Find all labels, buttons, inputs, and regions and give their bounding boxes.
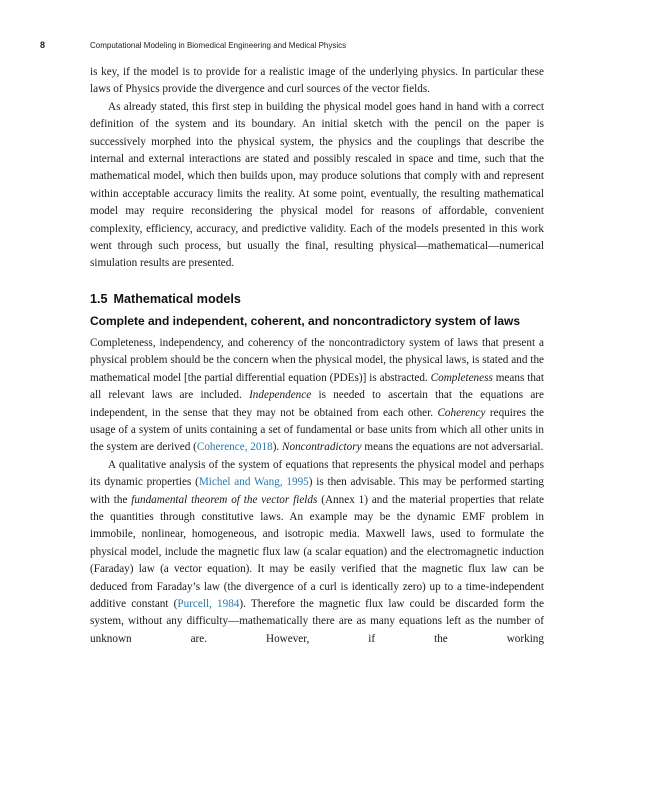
paragraph-continuation: is key, if the model is to provide for a realistic image of the underlying physics. In particular these laws of Physics provide the divergence and curl sources of the vector fields. [90,66,544,96]
text-run: means that all relevant laws are included. [90,371,544,402]
text-run: ). Therefore the magnetic flux law could be discarded form the system, without any difficulty—mathematically there are as many equations left as the number of unknown are. However, if the working [90,597,544,645]
body-text [90,64,544,648]
text-run: requires the usage of a system of units containing a set of fundamental or base units from which all other units in the system are derived ( [90,406,544,454]
subsection-heading: Complete and independent, coherent, and noncontradictory system of laws [90,313,521,328]
citation-link[interactable]: Coherence, 2018 [196,441,273,454]
paragraph-completeness [90,335,544,457]
section-heading [90,291,544,307]
term-noncontradictory: Noncontradictory [282,441,362,454]
running-header [40,40,560,54]
text-run: ) is then advisable. This may be performed starting with the [90,476,544,506]
paragraph-physical-model: As already stated, this first step in building the physical model goes hand in hand with a correct definition of the system and its boundary. An initial sketch with the pencil on the paper is successively morphed into the physical system, the physics and the couplings that describe the internal and external interactions are stated and possibly rescaled in space and time, such that the mathematical model, which then builds upon, may produce solutions that comply with and represent within acceptable accuracy limits the reality. At some point, eventually, the resulting mathematical model may require reconsidering the physical model for reasons of affordable, convenient complexity, efficiency, accuracy, and predictive validity. Each of the models presented in this work went through such process, but usually the final, resulting physical—mathematical—numerical simulation results are presented. [90,100,544,270]
page-number: 8 [40,40,46,50]
text-run: ). [272,441,283,454]
section-title: Mathematical models [113,291,241,306]
citation-link[interactable]: Purcell, 1984 [177,597,240,610]
text-run: (Annex 1) and the material properties that relate the quantities through constitutive laws. An example may be the dynamic EMF problem in immobile, nonlinear, homogeneous, and isotropic media. Maxwell laws, used to formulate the physical model, include the magnetic flux law (a scalar equation) and the electromagnetic induction (Faraday) law (a vector equation). It may be easily verified that the magnetic flux law can be deduced from Faraday’s law (the divergence of a curl is identically zero) up to a time-independent additive constant ( [90,493,544,610]
citation-link[interactable]: Michel and Wang, 1995 [198,476,309,489]
text-run: Completeness, independency, and coherency of the noncontradictory system of laws that present a physical problem should be the concern when the physical model, the physical laws, is stated and the mathematical model [the partial differential equation (PDEs)] is abstracted. [90,336,544,384]
term-coherency: Coherency [437,406,486,419]
term-independence: Independence [249,389,312,402]
text-run: means the equations are not adversarial. [361,441,544,454]
section-number: 1.5 [90,291,108,306]
paragraph-qualitative-analysis [90,457,544,648]
running-title: Computational Modeling in Biomedical Engineering and Medical Physics [90,41,347,50]
term-fundamental-theorem: fundamental theorem of the vector fields [131,493,318,506]
text-run: A qualitative analysis of the system of equations that represents the physical model and perhaps its dynamic properties ( [90,458,544,489]
text-run: is needed to ascertain that the equations are independent, in the sense that they may not be obtained from each other. [90,389,544,419]
term-completeness: Completeness [430,371,493,384]
